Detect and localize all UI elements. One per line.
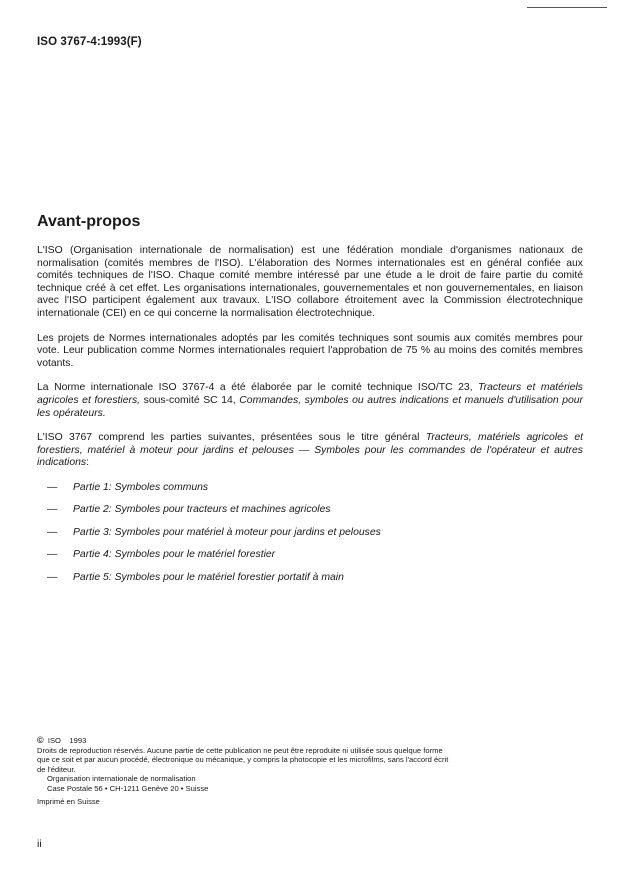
subcommittee-title: Commandes, symboles ou autres indications et manuels d'utilisation pour les opérateurs. — [37, 394, 584, 419]
list-item — [47, 527, 583, 539]
copyright-block — [37, 736, 457, 807]
list-item — [47, 504, 583, 516]
top-rule — [527, 7, 607, 8]
rights-statement: Droits de reproduction réservés. Aucune partie de cette publication ne peut être reproduite ni utilisée sous quelque forme que ce soit et par aucun procédé, électronique ou mécanique, y compris la photocopie et les microfilms, sans l'accord écrit de l'éditeur. — [37, 745, 449, 774]
copyright-icon: © — [37, 735, 44, 745]
part-label: Partie 1: Symboles communs — [73, 481, 209, 493]
general-title: Tracteurs, matériels agricoles et forestiers, matériel à moteur pour jardins et pelouses — Symboles pour les commandes de l'opérateur et autres indications — [37, 432, 583, 469]
part-label: Partie 5: Symboles pour le matériel forestier portatif à main — [73, 571, 344, 583]
part-label: Partie 3: Symboles pour matériel à moteur pour jardins et pelouses — [73, 526, 381, 538]
list-item — [47, 482, 583, 494]
printed-in: Imprimé en Suisse — [37, 797, 100, 806]
part-label: Partie 4: Symboles pour le matériel forestier — [73, 549, 276, 561]
dash: — — [47, 481, 58, 493]
part-label: Partie 2: Symboles pour tracteurs et machines agricoles — [73, 504, 331, 516]
copyright-year: 1993 — [69, 736, 87, 745]
dash: — — [47, 526, 58, 538]
copyright-line — [37, 736, 457, 746]
paragraph-committee — [37, 382, 583, 420]
dash: — — [47, 504, 58, 516]
copyright-org: ISO — [47, 736, 61, 745]
parts-intro-text: L'ISO 3767 comprend les parties suivantes, présentées sous le titre général — [37, 432, 420, 444]
committee-text: La Norme internationale ISO 3767-4 a été élaborée par le comité technique ISO/TC 23, — [37, 382, 473, 394]
page-number: ii — [37, 838, 42, 850]
list-item — [47, 549, 583, 561]
paragraph-parts-intro — [37, 432, 583, 470]
committee-title: Tracteurs et matériels agricoles et forestiers, — [37, 382, 583, 406]
foreword-body — [37, 245, 583, 594]
list-item — [47, 572, 583, 584]
organization-address: Case Postale 56 • CH-1211 Genève 20 • Suisse — [47, 783, 209, 793]
dash: — — [47, 571, 58, 583]
dash: — — [47, 549, 58, 561]
colon: : — [86, 457, 89, 469]
parts-list — [37, 482, 583, 584]
section-heading: Avant-propos — [37, 213, 141, 230]
subcommittee-text: sous-comité SC 14, — [143, 394, 236, 406]
organization-name: Organisation internationale de normalisation — [47, 774, 196, 783]
paragraph-voting: Les projets de Normes internationales adoptés par les comités techniques sont soumis aux comités membres pour vote. Leur publication comme Normes internationales requiert l'approbation de 75 % au moins des comités membres votants. — [37, 332, 583, 369]
paragraph-iso-intro: L'ISO (Organisation internationale de normalisation) est une fédération mondiale d'organismes nationaux de normalisation (comités membres de l'ISO). L'élaboration des Normes internationales est en général confiée aux comités techniques de l'ISO. Chaque comité membre intéressé par une étude a le droit de faire partie du comité technique créé à cet effet. Les organisations internationales, gouvernementales et non gouvernementales, en liaison avec l'ISO participent également aux travaux. L'ISO collabore étroitement avec la Commission électrotechnique internationale (CEI) en ce qui concerne la normalisation électrotechnique. — [37, 245, 583, 319]
document-id: ISO 3767-4:1993(F) — [37, 36, 142, 48]
